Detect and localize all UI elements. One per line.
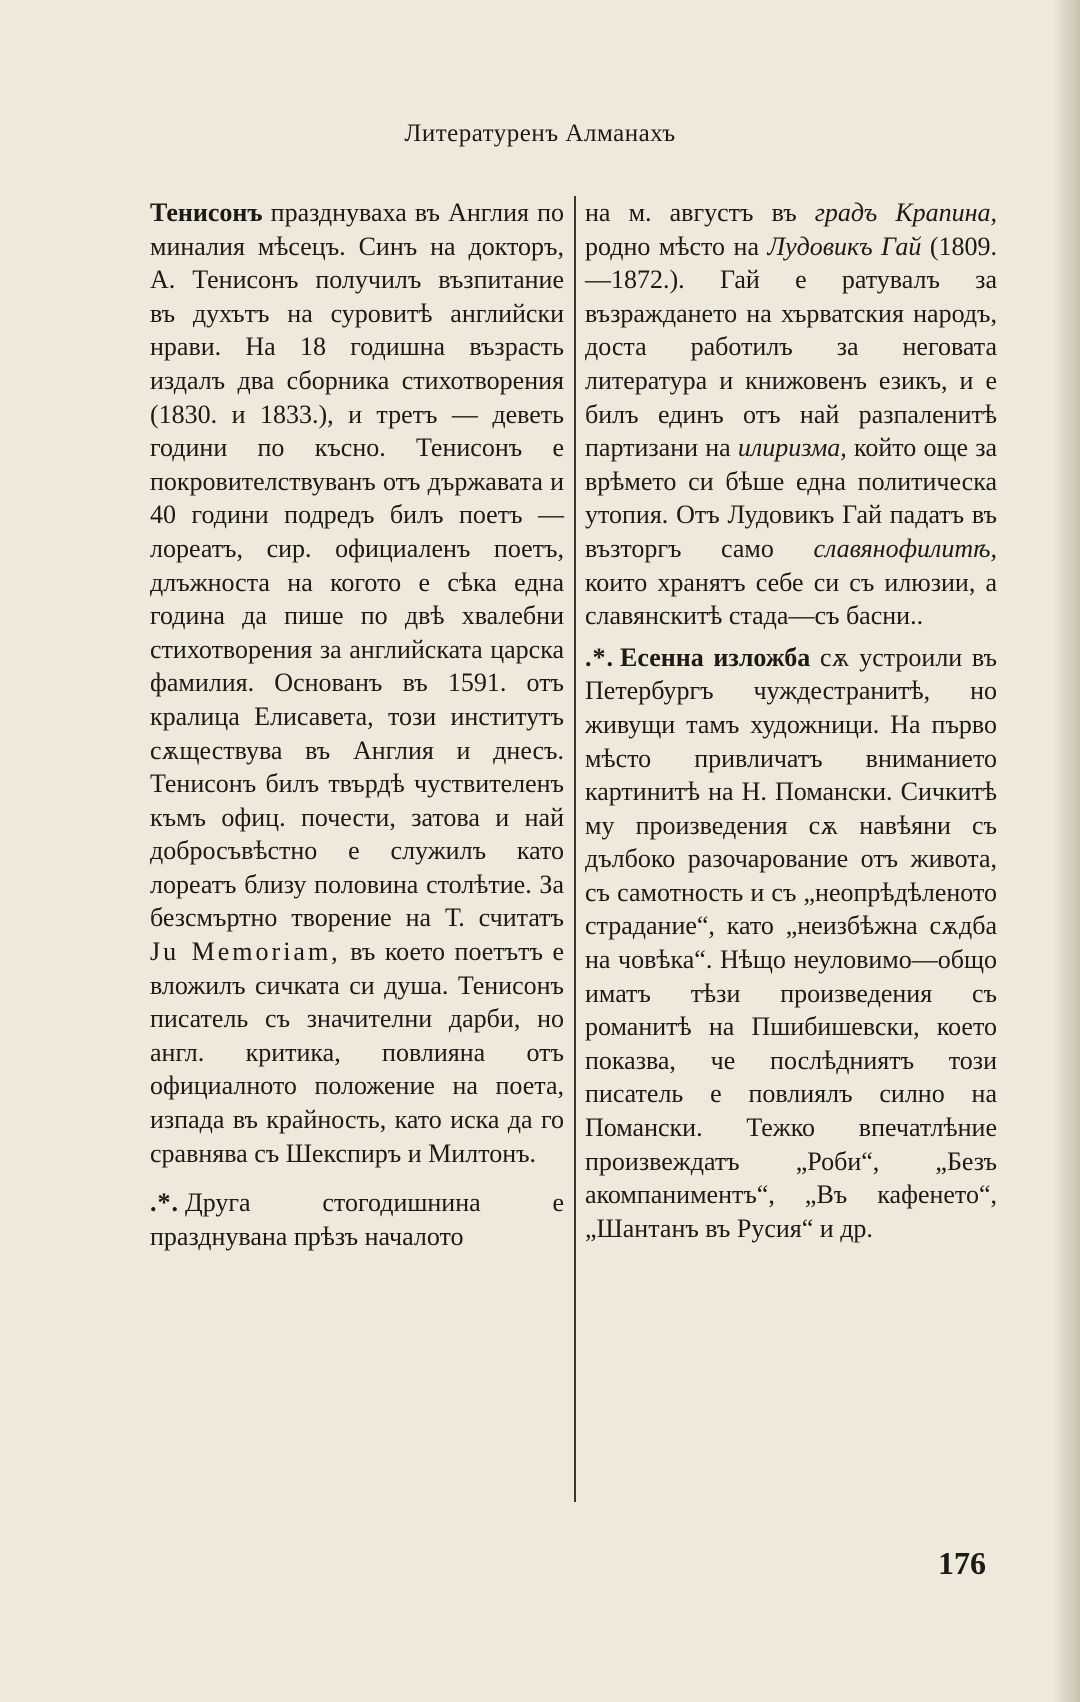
in-memoriam-title: Ju Memoriam,: [150, 937, 341, 967]
exhibition-lead: Есенна изложба: [620, 642, 811, 672]
tennyson-text-a: празднуваха въ Англия по миналия мѣсецъ. Синъ на докторъ, А. Тенисонъ получилъ възпитание въ духътъ на суровитѣ английски нрави. На 18 годишна възрасть издалъ два сборника стихотворения (1830. и 1833.), и третъ — деветь години по късно. Тенисонъ е покровителствуванъ отъ държавата и 40 години подредъ билъ поетъ — лореатъ, сир. официаленъ поетъ, длъжноста на когото е сѣка една година да пише по двѣ хвалебни стихотворения за английската царска фамилия. Основанъ въ 1591. отъ кралица Елисавета, този институтъ сѫществува въ Англия и днесъ. Тенисонъ билъ твърдѣ чуствителенъ къмъ офиц. почести, затова и най добросъвѣстно е служилъ като лореатъ близу половина столѣтие. За безсмъртно творение на Т. считатъ: [150, 198, 564, 933]
section-marker: .*.: [150, 1188, 179, 1218]
tennyson-text-b: въ което поетътъ е вложилъ сичката си душа. Тенисонъ писатель съ значителни дарби, но англ. критика, повлияна отъ официалното положение на поета, изпада въ крайность, като иска да го сравнява съ Шекспиръ и Милтонъ.: [150, 937, 564, 1168]
gaj-paragraph: [585, 196, 997, 633]
right-column: [585, 196, 997, 1245]
gaj-text-e: които хранятъ себе си съ илюзии, а славянскитѣ стада—съ басни..: [585, 567, 997, 631]
tennyson-lead: Тенисонъ: [150, 198, 263, 227]
illyrism-italic: илиризма,: [737, 433, 847, 463]
gaj-text-a: на м. августъ въ: [585, 198, 815, 227]
gaj-text-c: (1809.—1872.). Гай е ратувалъ за възраждането на хърватския народъ, доста работилъ за неговата литература и книжовенъ езикъ, и е билъ единъ отъ най разпаленитѣ партизани на: [585, 231, 997, 463]
tennyson-paragraph: [150, 196, 564, 1170]
centenary-text: Друга стогодишнина е празднувана прѣзъ началото: [150, 1188, 564, 1251]
centenary-paragraph: [150, 1186, 564, 1253]
exhibition-paragraph: [585, 641, 997, 1246]
gaj-text-b: родно мѣсто на: [585, 231, 768, 261]
exhibition-text: сѫ устроили въ Петербургъ чуждестранитѣ, но живущи тамъ художници. На първо мѣсто привличатъ вниманието картинитѣ на Н. Помански. Сичкитѣ му произведения сѫ навѣяни съ дълбоко разочарование отъ живота, съ самотность и съ „неопрѣдѣленото страдание“, като „неизбѣжна сѫдба на човѣка“. Нѣщо неуловимо—общо иматъ тѣзи произведения съ романитѣ на Пшибишевски, което показва, че послѣдниятъ този писатель е повлиялъ силно на Помански. Тежко впечатлѣние произвеждатъ „Роби“, „Безъ акомпаниментъ“, „Въ кафенето“, „Шантанъ въ Русия“ и др.: [585, 642, 997, 1243]
running-title: Литературенъ Алманахъ: [404, 120, 676, 147]
gaj-name-italic: Лудовикъ Гай: [767, 231, 922, 261]
gaj-text-d: който още за врѣмето си бѣше една политическа утопия. Отъ Лудовикъ Гай падатъ въ възторгъ само: [585, 433, 998, 563]
left-column: [150, 196, 564, 1253]
page-number: 176: [938, 1545, 986, 1581]
krapina-italic: градъ Крапина,: [814, 198, 997, 227]
column-rule: [574, 196, 576, 1502]
page-edge-shadow: [1052, 0, 1080, 1702]
section-marker: .*.: [585, 642, 614, 672]
slavophiles-italic: славянофилитѣ,: [813, 533, 997, 563]
